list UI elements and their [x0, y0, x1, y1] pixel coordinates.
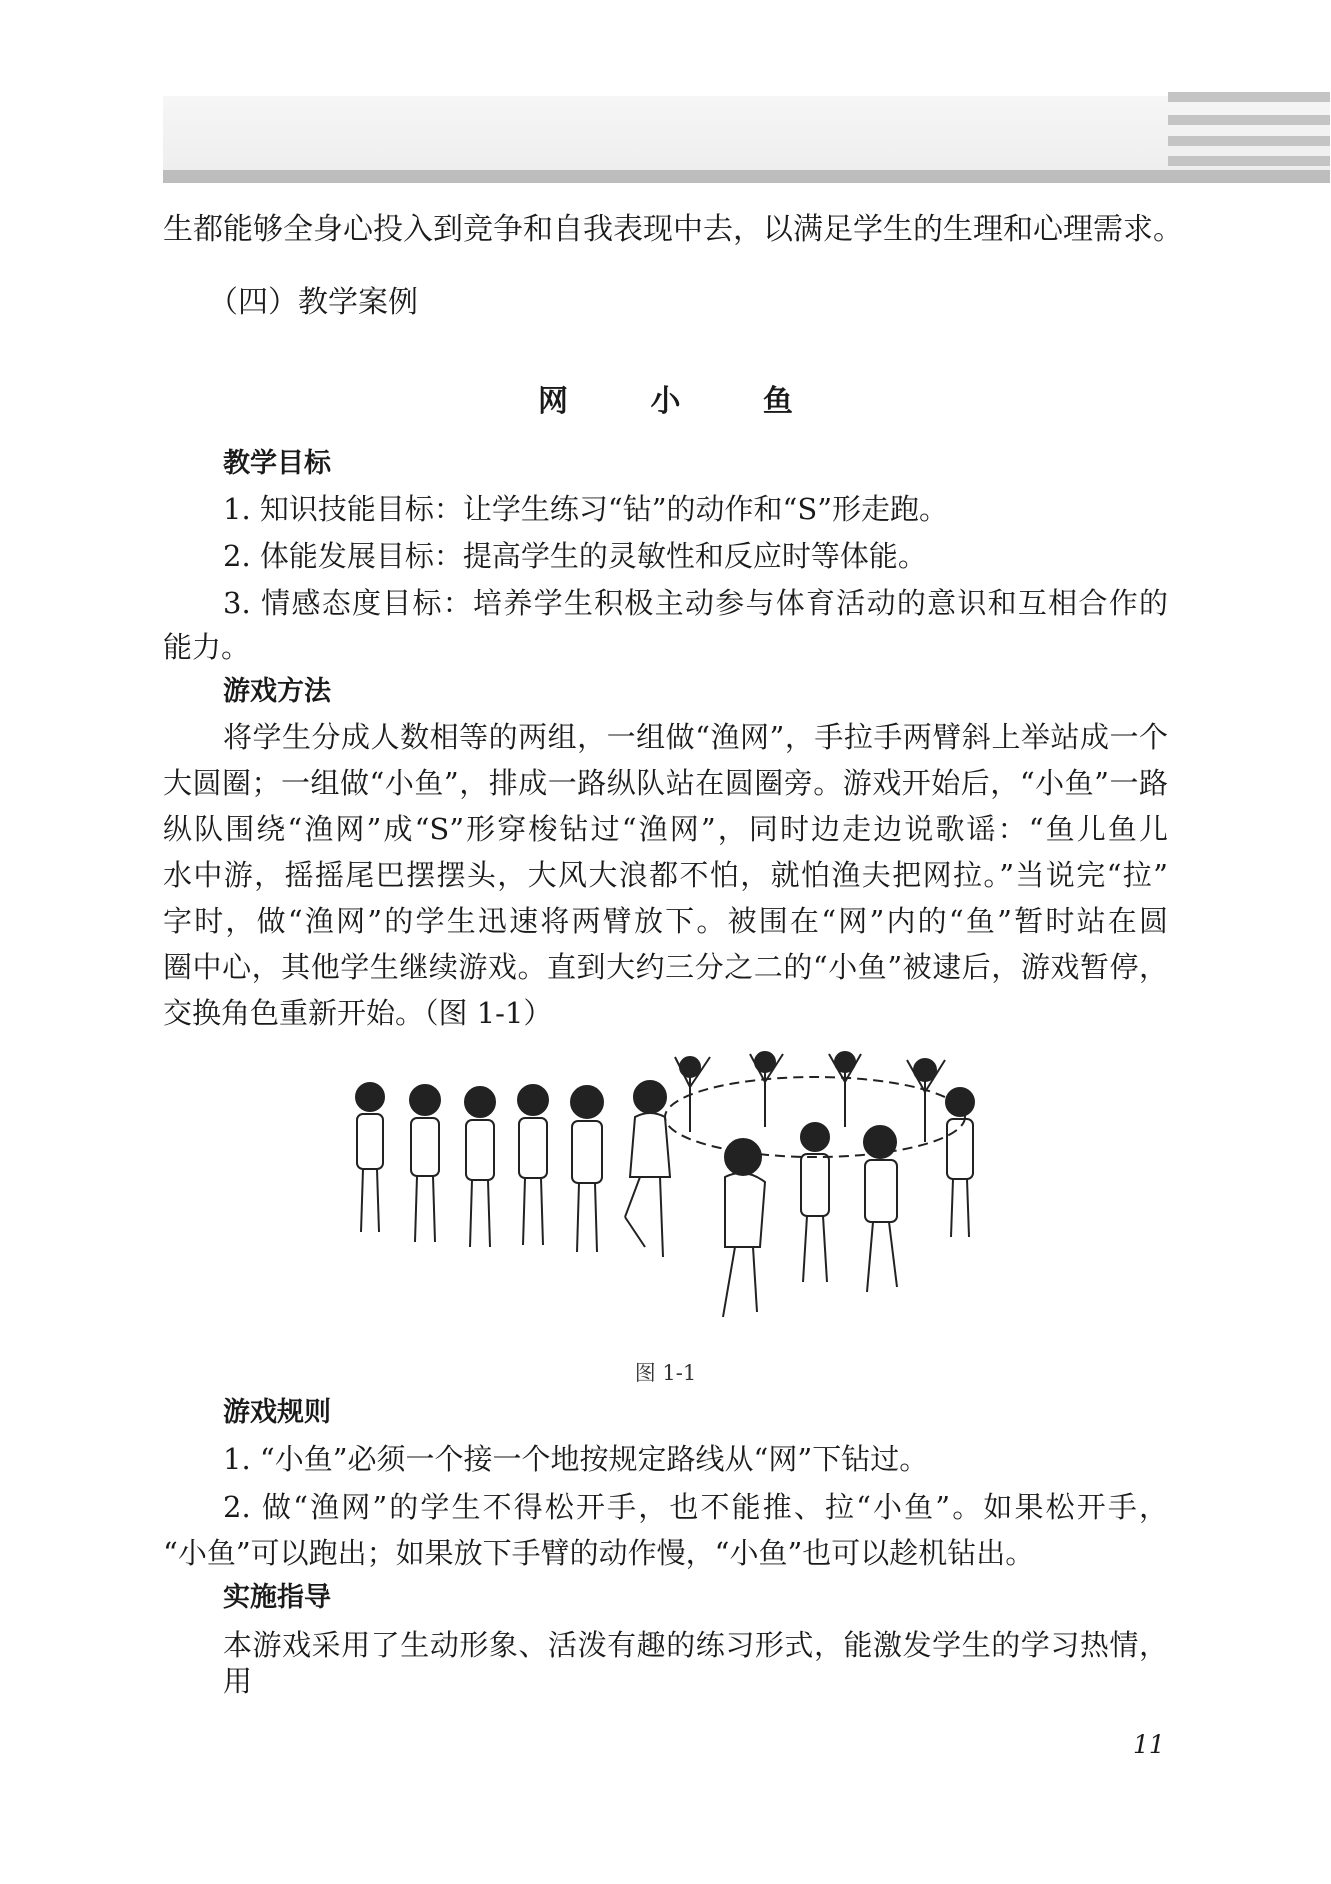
method-line: 水中游，摇摇尾巴摆摆头，大风大浪都不怕，就怕渔夫把网拉。”当说完“拉”	[163, 858, 1168, 892]
method-line: 圈中心，其他学生继续游戏。直到大约三分之二的“小鱼”被逮后，游戏暂停，	[163, 950, 1168, 984]
rule-item-2-line1: 2. 做“渔网”的学生不得松开手，也不能推、拉“小鱼”。如果松开手，	[223, 1490, 1168, 1524]
child-in-line-figure	[465, 1087, 495, 1247]
header-band	[163, 96, 1330, 170]
rule-item-2-line2: “小鱼”可以跑出；如果放下手臂的动作慢，“小鱼”也可以趁机钻出。	[163, 1536, 1035, 1570]
circle-child-figure	[801, 1123, 829, 1282]
circle-child-figure	[864, 1126, 897, 1292]
rule-item-1: 1. “小鱼”必须一个接一个地按规定路线从“网”下钻过。	[223, 1442, 929, 1476]
header-stripe	[1168, 92, 1330, 102]
guidance-heading: 实施指导	[223, 1582, 331, 1613]
header-rule	[163, 170, 1330, 183]
child-ducking-figure	[723, 1139, 765, 1317]
header-stripe	[1168, 115, 1330, 125]
figure-caption: 图 1-1	[634, 1361, 697, 1385]
goal-item-2: 2. 体能发展目标：提高学生的灵敏性和反应时等体能。	[223, 539, 927, 573]
child-in-line-figure	[410, 1085, 440, 1242]
case-title: 网 小 鱼	[538, 384, 829, 419]
circle-child-figure	[946, 1088, 974, 1237]
section-heading: （四）教学案例	[208, 285, 418, 320]
method-line: 大圆圈；一组做“小鱼”，排成一路纵队站在圆圈旁。游戏开始后，“小鱼”一路	[163, 766, 1168, 800]
circle-child-figure	[750, 1052, 783, 1127]
page-number: 11	[1133, 1730, 1165, 1759]
child-in-line-figure	[518, 1085, 548, 1245]
method-line: 字时，做“渔网”的学生迅速将两臂放下。被围在“网”内的“鱼”暂时站在圆	[163, 904, 1168, 938]
child-in-line-figure	[356, 1083, 384, 1232]
goals-heading: 教学目标	[223, 448, 331, 479]
circle-child-figure	[829, 1052, 861, 1127]
goal-item-3-line2: 能力。	[163, 630, 251, 664]
method-line: 交换角色重新开始。（图 1-1）	[163, 996, 553, 1030]
method-line: 纵队围绕“渔网”成“S”形穿梭钻过“渔网”，同时边走边说歌谣：“鱼儿鱼儿	[163, 812, 1168, 846]
child-in-line-figure	[571, 1086, 603, 1252]
game-illustration	[345, 1042, 995, 1332]
goal-item-3-line1: 3. 情感态度目标：培养学生积极主动参与体育活动的意识和互相合作的	[223, 586, 1168, 620]
paragraph-continuation: 生都能够全身心投入到竞争和自我表现中去，以满足学生的生理和心理需求。	[163, 212, 1183, 247]
child-crouching-figure	[625, 1081, 670, 1257]
header-stripe	[1168, 136, 1330, 146]
circle-child-figure	[907, 1059, 945, 1142]
rules-heading: 游戏规则	[223, 1397, 331, 1428]
guidance-line: 本游戏采用了生动形象、活泼有趣的练习形式，能激发学生的学习热情，用	[223, 1628, 1168, 1698]
method-heading: 游戏方法	[223, 676, 331, 707]
header-stripe	[1168, 156, 1330, 166]
goal-item-1: 1. 知识技能目标：让学生练习“钻”的动作和“S”形走跑。	[223, 492, 949, 526]
method-line: 将学生分成人数相等的两组，一组做“渔网”，手拉手两臂斜上举站成一个	[223, 720, 1168, 754]
